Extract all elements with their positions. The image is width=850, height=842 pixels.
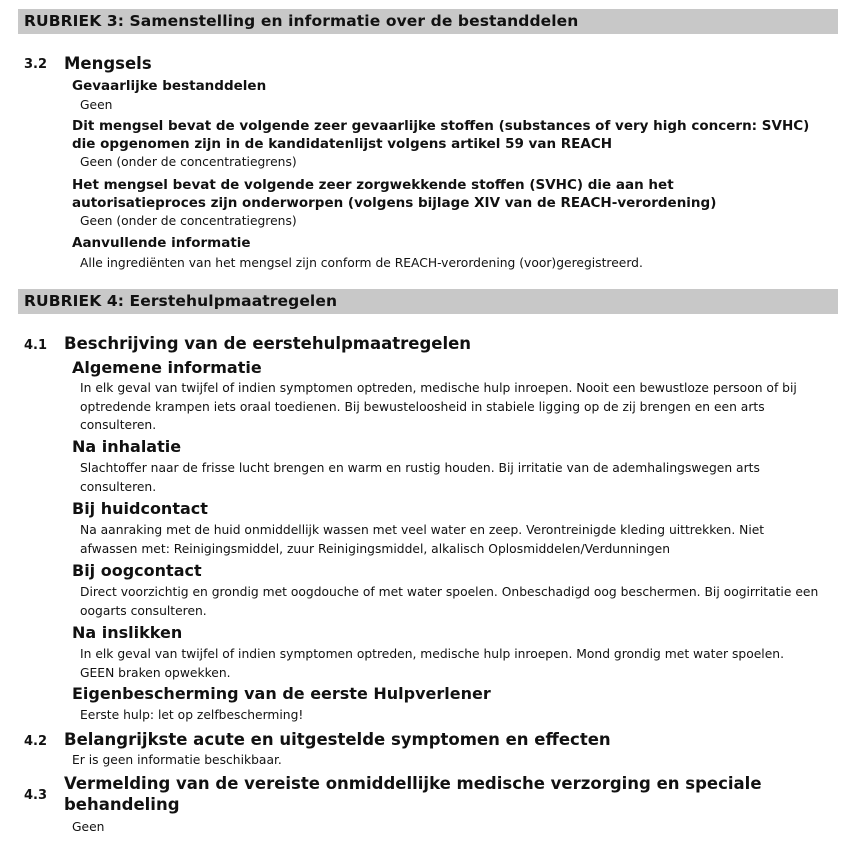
svhc-authorisation-text: Geen (onder de concentratiegrens) <box>80 214 297 228</box>
skin-contact-text: Na aanraking met de huid onmiddellijk wassen met veel water en zeep. Verontreinigde kleding uittrekken. Niet afwassen met: Reinigingsmiddel, zuur Reinigingsmiddel, alkalisch Oplosmiddelen/Verdunningen <box>80 523 765 556</box>
additional-info-heading: Aanvullende informatie <box>72 235 251 251</box>
subsection-3-2-title: Mengsels <box>64 54 152 73</box>
svhc-candidate-text: Geen (onder de concentratiegrens) <box>80 155 297 169</box>
skin-contact-heading: Bij huidcontact <box>72 499 208 518</box>
hazardous-components-heading: Gevaarlijke bestanddelen <box>72 78 267 94</box>
inhalation-heading: Na inhalatie <box>72 437 182 456</box>
svhc-candidate-heading: Dit mengsel bevat de volgende zeer gevaarlijke stoffen (substances of very high concern: SVHC) die opgenomen zijn in de kandidatenlijst volgens artikel 59 van REACH <box>72 118 810 152</box>
subsection-4-1-number: 4.1 <box>24 338 48 353</box>
section-4-title: RUBRIEK 4: Eerstehulpmaatregelen <box>24 292 338 310</box>
subsection-3-2-number: 3.2 <box>24 57 48 72</box>
ingestion-text: In elk geval van twijfel of indien symptomen optreden, medische hulp inroepen. Mond grondig met water spoelen. GEEN braken opwekken. <box>80 647 784 680</box>
eye-contact-heading: Bij oogcontact <box>72 561 202 580</box>
subsection-4-3-number: 4.3 <box>24 788 48 803</box>
subsection-4-2-number: 4.2 <box>24 734 48 749</box>
section-4-header <box>18 289 838 314</box>
first-aider-protection-heading: Eigenbescherming van de eerste Hulpverlener <box>72 684 491 703</box>
eye-contact-text: Direct voorzichtig en grondig met oogdouche of met water spoelen. Onbeschadigd oog beschermen. Bij oogirritatie een oogarts consulteren. <box>80 585 819 618</box>
ingestion-heading: Na inslikken <box>72 623 183 642</box>
section-3-title: RUBRIEK 3: Samenstelling en informatie over de bestanddelen <box>24 12 579 30</box>
subsection-4-3-text: Geen <box>72 820 105 834</box>
general-info-text: In elk geval van twijfel of indien symptomen optreden, medische hulp inroepen. Nooit een bewustloze persoon of bij optredende krampen iets oraal toedienen. Bij bewusteloosheid in stabiele ligging op de zij brengen en een arts consulteren. <box>80 381 797 432</box>
additional-info-text: Alle ingrediënten van het mengsel zijn conform de REACH-verordening (voor)geregistreerd. <box>80 256 643 270</box>
subsection-4-3-title: Vermelding van de vereiste onmiddellijke medische verzorging en speciale behandeling <box>64 774 762 814</box>
subsection-4-1-title: Beschrijving van de eerstehulpmaatregelen <box>64 334 472 353</box>
hazardous-components-text: Geen <box>80 98 113 112</box>
first-aider-protection-text: Eerste hulp: let op zelfbescherming! <box>80 708 304 722</box>
subsection-4-2-title: Belangrijkste acute en uitgestelde symptomen en effecten <box>64 730 611 749</box>
section-3-header <box>18 9 838 34</box>
general-info-heading: Algemene informatie <box>72 358 262 377</box>
subsection-4-2-text: Er is geen informatie beschikbaar. <box>72 753 282 767</box>
svhc-authorisation-heading: Het mengsel bevat de volgende zeer zorgwekkende stoffen (SVHC) die aan het autorisatieproces zijn onderworpen (volgens bijlage XIV van de REACH-verordening) <box>72 177 717 211</box>
inhalation-text: Slachtoffer naar de frisse lucht brengen en warm en rustig houden. Bij irritatie van de ademhalingswegen arts consulteren. <box>80 461 760 494</box>
